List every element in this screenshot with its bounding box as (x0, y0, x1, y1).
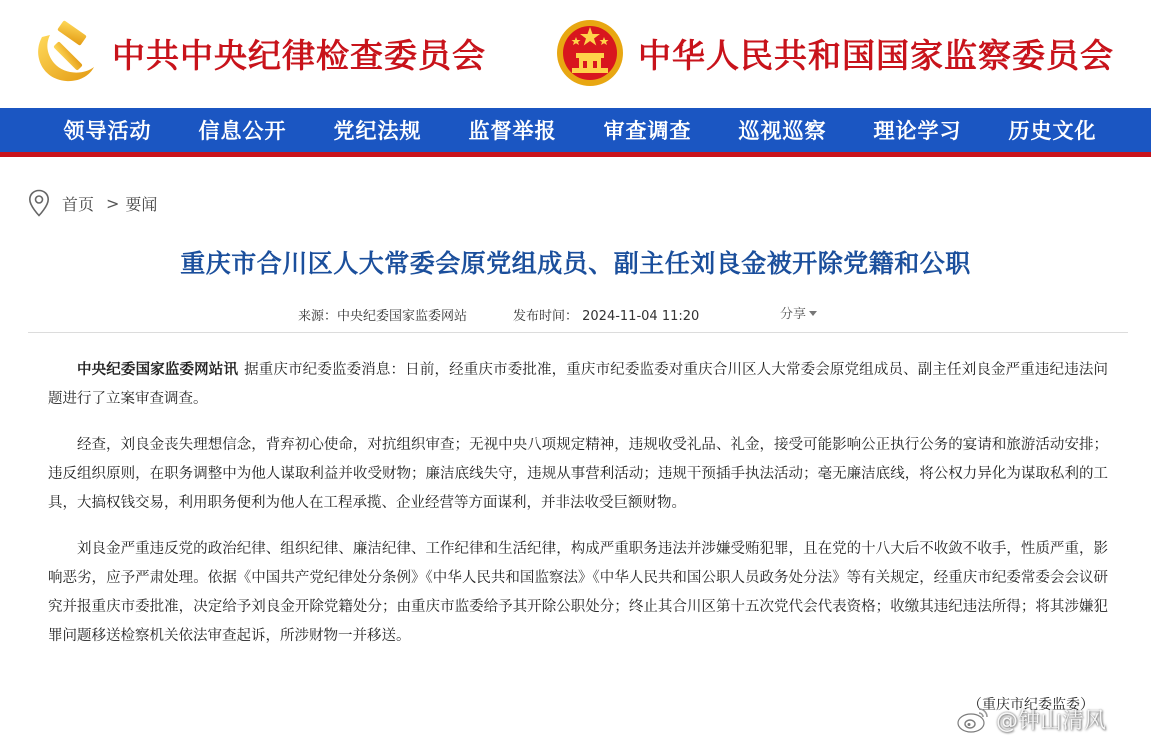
site-header (0, 0, 1151, 108)
article-body (48, 356, 1108, 668)
article-paragraph: 刘良金严重违反党的政治纪律、组织纪律、廉洁纪律、工作纪律和生活纪律，构成严重职务违法并涉嫌受贿犯罪，且在党的十八大后不收敛不收手，性质严重，影响恶劣，应予严肃处理。依据《中国共产党纪律处分条例》《中华人民共和国监察法》《中华人民共和国公职人员政务处分法》等有关规定，经重庆市纪委常委会会议研究并报重庆市委批准，决定给予刘良金开除党籍处分；由重庆市监委给予其开除公职处分；终止其合川区第十五次党代会代表资格；收缴其违纪违法所得；将其涉嫌犯罪问题移送检察机关依法审查起诉，所涉财物一并移送。 (48, 541, 1108, 644)
chevron-down-icon (809, 311, 817, 316)
nav-item-history[interactable]: 历史文化 (1008, 118, 1097, 143)
nav-item-investigation[interactable]: 审查调查 (603, 118, 692, 143)
article-footer-source: （重庆市纪委监委） (968, 697, 1094, 713)
ccdi-brand[interactable] (28, 8, 486, 98)
nav-item-info-disclosure[interactable]: 信息公开 (198, 118, 287, 143)
article-divider (28, 332, 1128, 333)
ccdi-brand-name: 中共中央纪律检查委员会 (112, 35, 486, 75)
party-emblem-icon (28, 17, 100, 89)
article-source: 来源：中央纪委国家监委网站 (298, 309, 468, 324)
article-lead: 中央纪委国家监委网站讯 (77, 362, 239, 378)
nav-item-leadership[interactable]: 领导活动 (63, 118, 152, 143)
nav-divider-line (0, 152, 1151, 157)
nsc-brand[interactable] (554, 8, 1114, 98)
breadcrumb-current-link[interactable]: 要闻 (125, 194, 158, 214)
article-title: 重庆市合川区人大常委会原党组成员、副主任刘良金被开除党籍和公职 (180, 249, 971, 278)
main-nav (0, 108, 1151, 152)
weibo-watermark (956, 702, 1106, 736)
breadcrumb-separator: > (106, 193, 120, 213)
watermark-text: @钟山清风 (996, 708, 1107, 734)
location-pin-icon (28, 189, 50, 217)
share-button[interactable] (780, 303, 817, 322)
nav-item-report[interactable]: 监督举报 (468, 118, 557, 143)
nav-item-regulations[interactable]: 党纪法规 (333, 118, 422, 143)
weibo-icon (956, 704, 990, 734)
national-emblem-icon (554, 17, 626, 89)
main-nav-items (0, 108, 1151, 152)
article-publish-time: 发布时间： 2024-11-04 11:20 (513, 309, 700, 324)
article-paragraph: 经查，刘良金丧失理想信念，背弃初心使命，对抗组织审查；无视中央八项规定精神，违规收受礼品、礼金，接受可能影响公正执行公务的宴请和旅游活动安排；违反组织原则，在职务调整中为他人谋取利益并收受财物；廉洁底线失守，违规从事营利活动；违规干预插手执法活动；毫无廉洁底线，将公权力异化为谋取私利的工具，大搞权钱交易，利用职务便利为他人在工程承揽、企业经营等方面谋利，并非法收受巨额财物。 (48, 437, 1108, 511)
article-paragraph-1-text: 据重庆市纪委监委消息：日前，经重庆市委批准，重庆市纪委监委对重庆合川区人大常委会原党组成员、副主任刘良金严重违纪违法问题进行了立案审查调查。 (48, 362, 1108, 407)
breadcrumb (28, 188, 157, 218)
nav-item-inspection[interactable]: 巡视巡察 (738, 118, 827, 143)
article-paragraph (48, 356, 1108, 414)
share-label: 分享 (780, 307, 807, 322)
nav-item-theory[interactable]: 理论学习 (873, 118, 962, 143)
breadcrumb-home-link[interactable]: 首页 (62, 194, 95, 214)
nsc-brand-name: 中华人民共和国国家监察委员会 (638, 35, 1114, 75)
